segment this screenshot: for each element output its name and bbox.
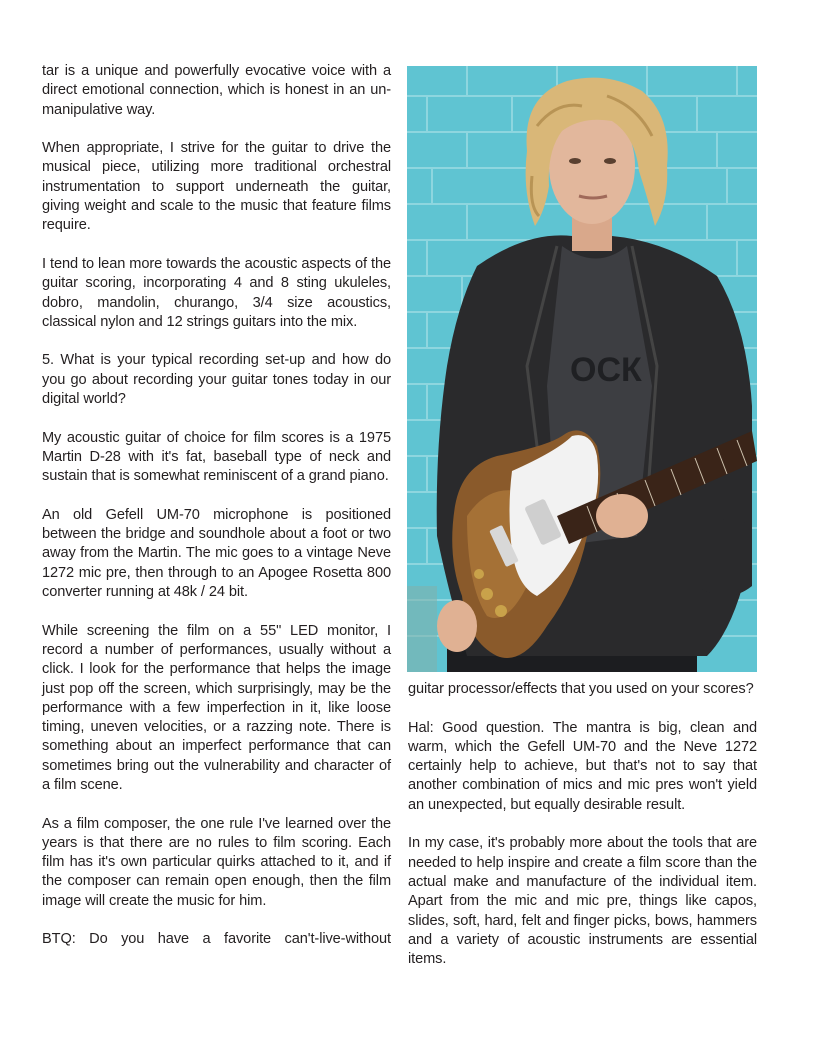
paragraph: When appropriate, I strive for the guitar to drive the musical piece, utilizing more traditional orchestral instrumentation to support underneath the guitar, giving weight and scale to the music that feature films require.: [42, 140, 391, 234]
paragraph: I tend to lean more towards the acoustic aspects of the guitar scoring, incorporating 4 and 8 sting ukuleles, dobro, mandolin, churango, 3/4 size acoustics, classical nylon and 12 strings guitars into the mix.: [42, 255, 391, 330]
guitarist-photo: [407, 66, 757, 672]
question-paragraph: guitar processor/effects that you used on your scores?: [408, 681, 754, 697]
right-text-column: [408, 680, 757, 969]
paragraph: While screening the film on a 55" LED monitor, I record a number of performances, usually without a click. I look for the performance that helps the image just pop off the screen, which surprisingly, may be the performance with a few imperfection in it, like loose timing, uneven velocities, or a razzing note. There is something about an imperfect performance that can sometimes bring out the vulnerability and character of a film scene.: [42, 622, 391, 793]
question-paragraph: BTQ: Do you have a favorite can't-live-without: [42, 931, 391, 948]
fretting-hand: [596, 494, 648, 538]
svg-text:ОСК: ОСК: [570, 351, 642, 389]
question-paragraph: 5. What is your typical recording set-up and how do you go about recording your guitar tones today in our digital world?: [42, 352, 391, 408]
left-text-column: [42, 62, 391, 950]
paragraph: In my case, it's probably more about the tools that are needed to help inspire and create a film score than the actual make and manufacture of the individual item. Apart from the mic and mic pre, things like capos, slides, soft, hard, felt and finger picks, bows, hammers and a variety of acoustic instruments are essential items.: [408, 835, 757, 968]
paragraph: Hal: Good question. The mantra is big, clean and warm, which the Gefell UM-70 and the Neve 1272 certainly help to achieve, but that's not to say that another combination of mics and mic pres won't yield an unexpected, but equally desirable result.: [408, 719, 757, 813]
paragraph: An old Gefell UM-70 microphone is positioned between the bridge and soundhole about a foot or two away from the Martin. The mic goes to a vintage Neve 1272 mic pre, then through to an Apogee Rosetta 800 converter running at 48k / 24 bit.: [42, 506, 391, 601]
paragraph: tar is a unique and powerfully evocative voice with a direct emotional connection, which is honest in an un-manipulative way.: [42, 63, 391, 118]
paragraph: As a film composer, the one rule I've learned over the years is that there are no rules to film scoring. Each film has it's own particular quirks attached to it, and if the composer can remain open enough, then the film image will create the music for him.: [42, 815, 391, 909]
paragraph: My acoustic guitar of choice for film scores is a 1975 Martin D-28 with it's fat, baseball type of neck and sustain that is somewhat reminiscent of a grand piano.: [42, 429, 391, 485]
picking-hand: [437, 600, 477, 652]
